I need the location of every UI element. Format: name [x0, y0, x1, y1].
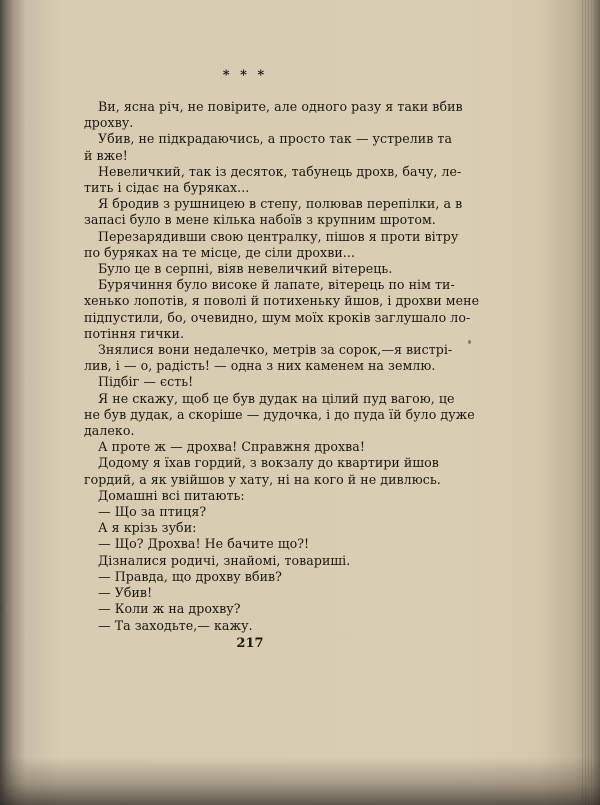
text-line: й вже!: [84, 147, 128, 163]
text-line: запасі було в мене кілька набоїв з крупним шротом.: [84, 212, 436, 228]
text-line: Перезарядивши свою централку, пішов я проти вітру: [98, 228, 459, 244]
text-line: далеко.: [84, 423, 135, 439]
text-line: потіння гички.: [84, 325, 184, 341]
page-number: 217: [236, 636, 264, 651]
text-line: дрохву.: [84, 115, 134, 131]
text-line: Знялися вони недалечко, метрів за сорок,—я вистрі-: [98, 342, 453, 358]
paper-spot: [6, 606, 9, 610]
text-line: підпустили, бо, очевидно, шум моїх кроків заглушало ло-: [84, 309, 471, 325]
text-line: Було це в серпні, віяв невеличкий вітерець.: [98, 261, 393, 277]
text-line: — Що за птиця?: [98, 504, 207, 520]
text-line: А я крізь зуби:: [98, 520, 197, 536]
text-line: — Убив!: [98, 585, 153, 601]
text-line: Дізналися родичі, знайомі, товариші.: [98, 552, 351, 568]
text-line: Убив, не підкрадаючись, а просто так — устрелив та: [98, 131, 453, 147]
text-line: гордий, а як увійшов у хату, ні на кого й не дивлюсь.: [84, 471, 441, 487]
text-line: — Та заходьте,— кажу.: [98, 617, 253, 633]
story-text: [84, 99, 480, 634]
text-line: Невеличкий, так із десяток, табунець дрохв, бачу, ле-: [98, 163, 462, 179]
text-line: не був дудак, а скоріше — дудочка, і до пуда їй було дуже: [84, 406, 475, 422]
text-line: Додому я їхав гордий, з вокзалу до квартири йшов: [98, 455, 439, 471]
page-edge: [582, 0, 600, 805]
text-line: Я бродив з рушницею в степу, полював перепілки, а в: [98, 196, 463, 212]
text-line: хенько лопотів, я поволі й потихеньку йшов, і дрохви мене: [84, 293, 480, 309]
paper-spot: [468, 340, 471, 344]
text-line: А проте ж — дрохва! Справжня дрохва!: [98, 439, 365, 455]
text-line: тить і сідає на буряках...: [84, 180, 250, 196]
text-line: Домашні всі питають:: [98, 487, 245, 503]
text-line: по буряках на те місце, де сіли дрохви...: [84, 244, 355, 260]
text-line: Бурячиння було високе й лапате, вітерець по нім ти-: [98, 277, 455, 293]
text-line: — Правда, що дрохву вбив?: [98, 568, 282, 584]
scan-shadow: [0, 757, 600, 805]
text-line: — Що? Дрохва! Не бачите що?!: [98, 536, 310, 552]
text-line: — Коли ж на дрохву?: [98, 601, 241, 617]
section-separator: * * *: [222, 68, 268, 83]
text-line: Підбіг — єсть!: [98, 374, 194, 390]
text-line: лив, і — о, радість! — одна з них каменем на землю.: [84, 358, 436, 374]
text-line: Ви, ясна річ, не повірите, але одного разу я таки вбив: [98, 99, 463, 114]
text-line: Я не скажу, щоб це був дудак на цілий пуд вагою, це: [98, 390, 455, 406]
